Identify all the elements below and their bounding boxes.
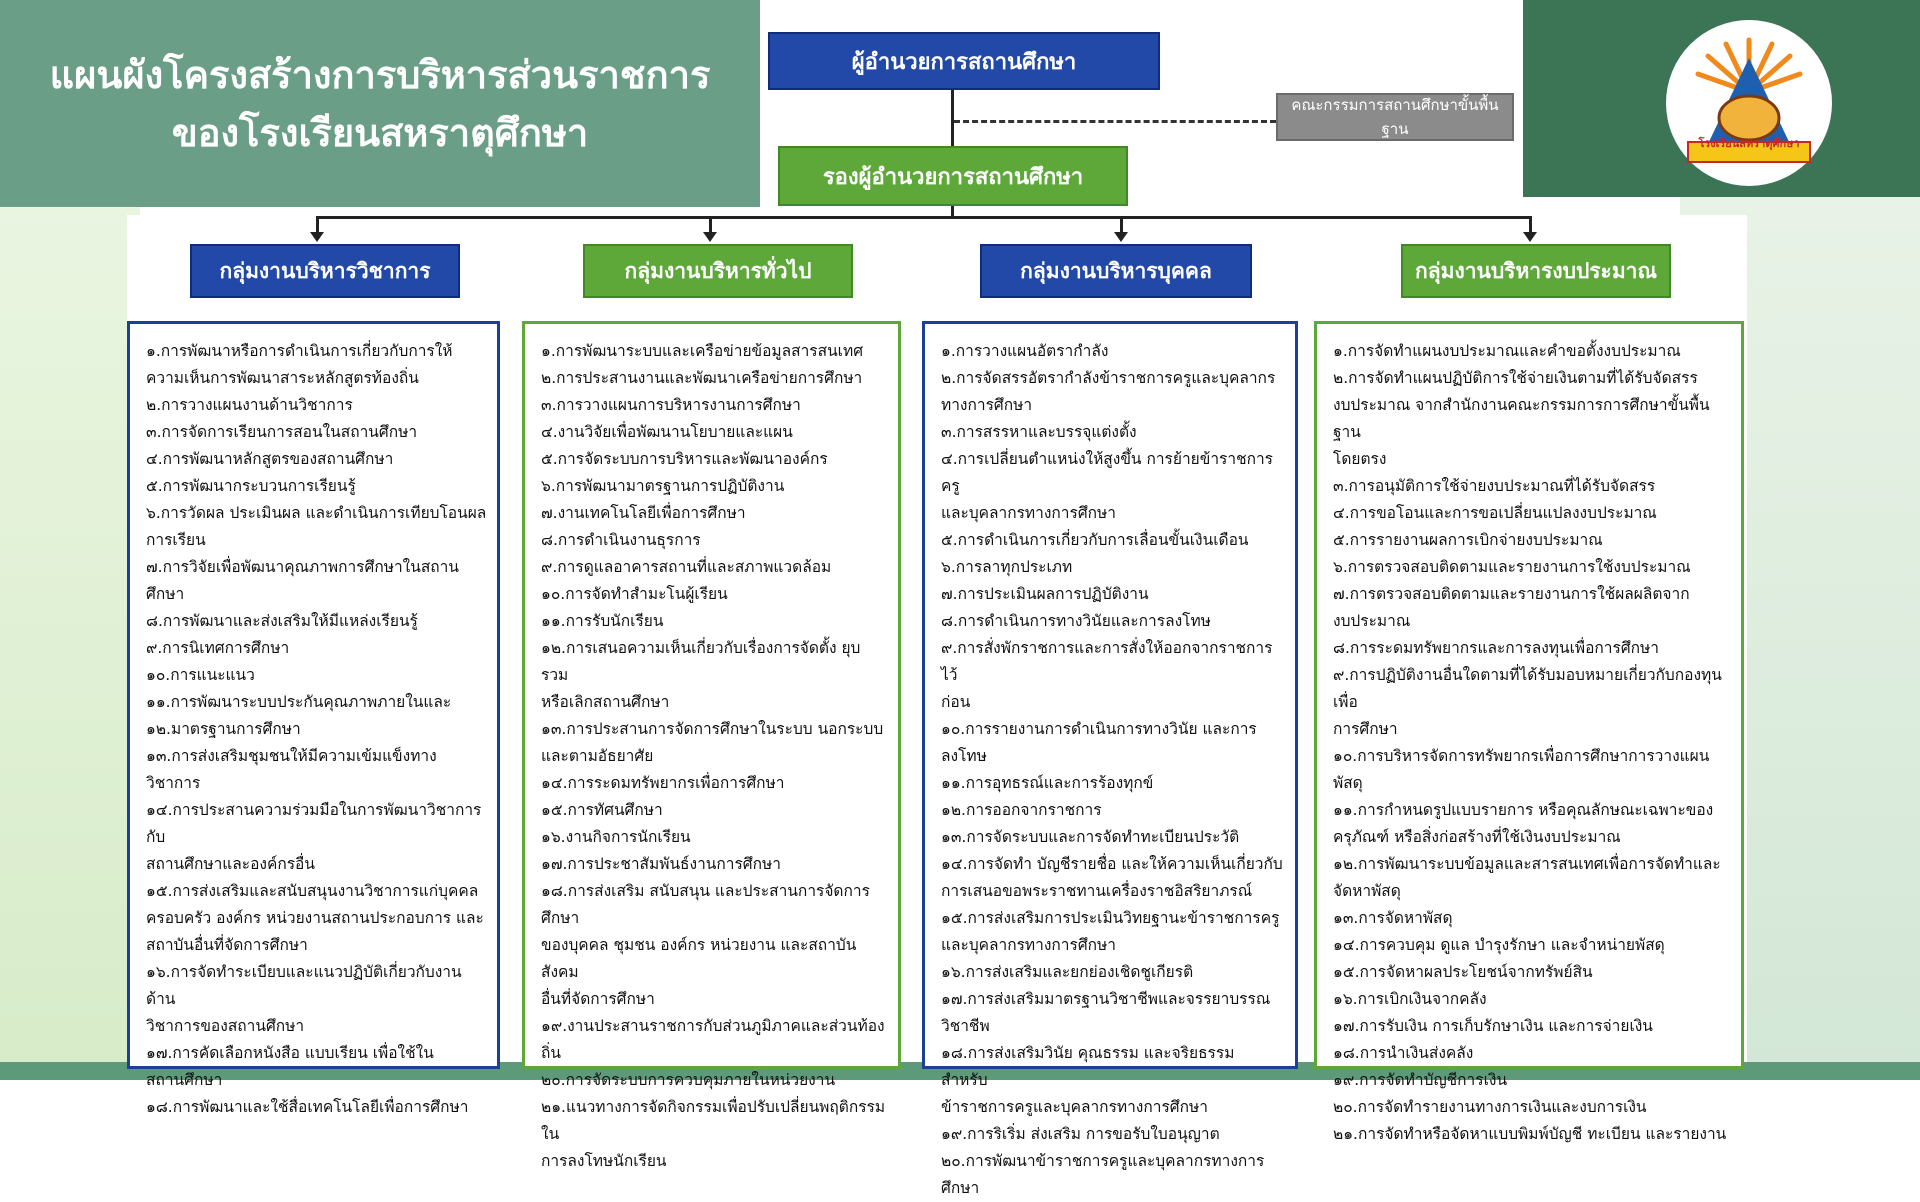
- list-item: งบประมาณ: [1333, 612, 1411, 630]
- list-item: ๑๕.การส่งเสริมการประเมินวิทยฐานะข้าราชการครู: [941, 909, 1280, 927]
- list-item: ๒๐.การจัดทำรายงานทางการเงินและงบการเงิน: [1333, 1098, 1647, 1116]
- panel-budget: [1314, 321, 1744, 1143]
- title-line-1: แผนผังโครงสร้างการบริหารส่วนราชการ: [49, 52, 711, 97]
- title-line-2: ของโรงเรียนสหราตุศึกษา: [171, 110, 589, 155]
- task-list-general: [541, 338, 888, 1175]
- list-item: การศึกษา: [1333, 720, 1398, 738]
- list-item: ๑๔.การประสานความร่วมมือในการพัฒนาวิชาการกับ: [146, 801, 482, 846]
- arrow-down-icon: [1523, 232, 1537, 242]
- list-item: ๓.การสรรหาและบรรจุแต่งตั้ง: [941, 423, 1137, 441]
- list-item: ๑๙.งานประสานราชการกับส่วนภูมิภาคและส่วนท้องถิ่น: [541, 1017, 885, 1062]
- list-item: ๑๒.การเสนอความเห็นเกี่ยวกับเรื่องการจัดตั้ง ยุบ รวม: [541, 639, 861, 684]
- list-item: สถานศึกษาและองค์กรอื่น: [146, 855, 315, 873]
- list-item: ๑๓.การส่งเสริมชุมชนให้มีความเข้มแข็งทางวิชาการ: [146, 747, 437, 792]
- list-item: ๑๑.การพัฒนาระบบประกันคุณภาพภายในและ: [146, 693, 452, 711]
- list-item: ๘.การดำเนินการทางวินัยและการลงโทษ: [941, 612, 1211, 630]
- list-item: ๑.การวางแผนอัตรากำลัง: [941, 342, 1109, 360]
- list-item: ๑๙.การริเริ่ม ส่งเสริม การขอรับใบอนุญาต: [941, 1125, 1220, 1143]
- list-item: ๒๐.การจัดระบบการควบคุมภายในหน่วยงาน: [541, 1071, 836, 1089]
- list-item: ๑.การพัฒนาหรือการดำเนินการเกี่ยวกับการให้: [146, 342, 453, 360]
- list-item: ๓.การอนุมัติการใช้จ่ายงบประมาณที่ได้รับจัดสรร: [1333, 477, 1656, 495]
- list-item: ๗.การประเมินผลการปฏิบัติงาน: [941, 585, 1149, 603]
- list-item: ๗.การวิจัยเพื่อพัฒนาคุณภาพการศึกษาในสถานศึกษา: [146, 558, 459, 603]
- list-item: หรือเลิกสถานศึกษา: [541, 693, 670, 711]
- list-item: ๒.การจัดทำแผนปฏิบัติการใช้จ่ายเงินตามที่ได้รับจัดสรร: [1333, 369, 1698, 387]
- list-item: ๑๔.การระดมทรัพยากรเพื่อการศึกษา: [541, 774, 785, 792]
- connector-horizontal: [316, 216, 1532, 219]
- panel-general: [522, 321, 901, 1170]
- list-item: ๑๐.การจัดทำสำมะโนผู้เรียน: [541, 585, 728, 603]
- panel-academic: [127, 321, 500, 1116]
- list-item: ครุภัณฑ์ หรือสิ่งก่อสร้างที่ใช้เงินงบประมาณ: [1333, 828, 1621, 846]
- list-item: ๒๑.แนวทางการจัดกิจกรรมเพื่อปรับเปลี่ยนพฤติกรรมใน: [541, 1098, 886, 1143]
- list-item: ๔.งานวิจัยเพื่อพัฒนานโยบายและแผน: [541, 423, 793, 441]
- list-item: ๕.การจัดระบบการบริหารและพัฒนาองค์กร: [541, 450, 828, 468]
- panel-personnel: [922, 321, 1298, 1197]
- list-item: ๑๗.การส่งเสริมมาตรฐานวิชาชีพและจรรยาบรรณ: [941, 990, 1271, 1008]
- list-item: ๑๕.การจัดหาผลประโยชน์จากทรัพย์สิน: [1333, 963, 1593, 981]
- list-item: ๒.การวางแผนงานด้านวิชาการ: [146, 396, 353, 414]
- list-item: ๑๘.การนำเงินส่งคลัง: [1333, 1044, 1474, 1062]
- list-item: ๘.การระดมทรัพยากรและการลงทุนเพื่อการศึกษา: [1333, 639, 1659, 657]
- list-item: ของบุคคล ชุมชน องค์กร หน่วยงาน และสถาบันสังคม: [541, 936, 857, 981]
- list-item: ๑๖.การส่งเสริมและยกย่องเชิดชูเกียรติ: [941, 963, 1194, 981]
- arrow-down-icon: [310, 232, 324, 242]
- task-list-personnel: [941, 338, 1285, 1202]
- list-item: ๘.การดำเนินงานธุรการ: [541, 531, 701, 549]
- list-item: ๑.การพัฒนาระบบและเครือข่ายข้อมูลสารสนเทศ: [541, 342, 864, 360]
- list-item: ๖.การลาทุกประเภท: [941, 558, 1073, 576]
- list-item: ๗.การตรวจสอบติดตามและรายงานการใช้ผลผลิตจาก: [1333, 585, 1690, 603]
- list-item: ๖.การวัดผล ประเมินผล และดำเนินการเทียบโอนผล: [146, 504, 487, 522]
- list-item: การลงโทษนักเรียน: [541, 1152, 667, 1170]
- list-item: สถานศึกษา: [146, 1071, 223, 1089]
- list-item: ๙.การนิเทศการศึกษา: [146, 639, 290, 657]
- list-item: ข้าราชการครูและบุคลากรทางการศึกษา: [941, 1098, 1208, 1116]
- arrow-down-icon: [1114, 232, 1128, 242]
- school-emblem-icon: [1666, 20, 1832, 186]
- list-item: ๑๘.การพัฒนาและใช้สื่อเทคโนโลยีเพื่อการศึกษา: [146, 1098, 469, 1116]
- list-item: ๑๗.การประชาสัมพันธ์งานการศึกษา: [541, 855, 781, 873]
- list-item: ๑.การจัดทำแผนงบประมาณและคำขอตั้งงบประมาณ: [1333, 342, 1681, 360]
- task-list-academic: [146, 338, 487, 1121]
- list-item: ๑๐.การบริหารจัดการทรัพยากรเพื่อการศึกษาการวางแผนพัสดุ: [1333, 747, 1710, 792]
- list-item: ๑๔.การจัดทำ บัญชีรายชื่อ และให้ความเห็นเกี่ยวกับ: [941, 855, 1283, 873]
- list-item: อื่นที่จัดการศึกษา: [541, 990, 655, 1008]
- list-item: ครอบครัว องค์กร หน่วยงานสถานประกอบการ และ: [146, 909, 484, 927]
- list-item: ๙.การสั่งพักราชการและการสั่งให้ออกจากราชการไว้: [941, 639, 1273, 684]
- list-item: ๑๒.การพัฒนาระบบข้อมูลและสารสนเทศเพื่อการจัดทำและ: [1333, 855, 1721, 873]
- list-item: ๑๓.การจัดหาพัสดุ: [1333, 909, 1453, 927]
- list-item: สถาบันอื่นที่จัดการศึกษา: [146, 936, 308, 954]
- list-item: โดยตรง: [1333, 450, 1387, 468]
- list-item: ๑๑.การกำหนดรูปแบบรายการ หรือคุณลักษณะเฉพาะของ: [1333, 801, 1714, 819]
- list-item: ๑๓.การจัดระบบและการจัดทำทะเบียนประวัติ: [941, 828, 1240, 846]
- list-item: วิชาการของสถานศึกษา: [146, 1017, 305, 1035]
- list-item: ๑๔.การควบคุม ดูแล บำรุงรักษา และจำหน่ายพัสดุ: [1333, 936, 1665, 954]
- list-item: ๑๖.งานกิจการนักเรียน: [541, 828, 691, 846]
- list-item: ๑๖.การจัดทำระเบียบและแนวปฏิบัติเกี่ยวกับงานด้าน: [146, 963, 462, 1008]
- list-item: ๑๘.การส่งเสริมวินัย คุณธรรม และจริยธรรม สำหรับ: [941, 1044, 1235, 1089]
- list-item: ๑๖.การเบิกเงินจากคลัง: [1333, 990, 1487, 1008]
- list-item: ๑๑.การอุทธรณ์และการร้องทุกข์: [941, 774, 1154, 792]
- arrow-down-icon: [703, 232, 717, 242]
- list-item: ๒.การประสานงานและพัฒนาเครือข่ายการศึกษา: [541, 369, 863, 387]
- list-item: ๑๑.การรับนักเรียน: [541, 612, 664, 630]
- list-item: ทางการศึกษา: [941, 396, 1033, 414]
- list-item: ๒.การจัดสรรอัตรากำลังข้าราชการครูและบุคลากร: [941, 369, 1276, 387]
- list-item: ๒๐.การพัฒนาข้าราชการครูและบุคลากรทางการศึกษา: [941, 1152, 1265, 1197]
- list-item: วิชาชีพ: [941, 1017, 990, 1035]
- list-item: ๙.การดูแลอาคารสถานที่และสภาพแวดล้อม: [541, 558, 832, 576]
- list-item: ๑๐.การแนะแนว: [146, 666, 255, 684]
- group-header-general: กลุ่มงานบริหารทั่วไป: [583, 244, 853, 298]
- list-item: งบประมาณ จากสำนักงานคณะกรรมการการศึกษาขั้นพื้นฐาน: [1333, 396, 1710, 441]
- connector-committee: [954, 120, 1276, 123]
- list-item: ๑๕.การส่งเสริมและสนับสนุนงานวิชาการแก่บุคคล: [146, 882, 479, 900]
- list-item: ๔.การพัฒนาหลักสูตรของสถานศึกษา: [146, 450, 394, 468]
- list-item: ๓.การวางแผนการบริหารงานการศึกษา: [541, 396, 801, 414]
- list-item: ๑๗.การคัดเลือกหนังสือ แบบเรียน เพื่อใช้ใน: [146, 1044, 434, 1062]
- list-item: ๓.การจัดการเรียนการสอนในสถานศึกษา: [146, 423, 418, 441]
- list-item: และบุคลากรทางการศึกษา: [941, 936, 1116, 954]
- list-item: ๑๒.มาตรฐานการศึกษา: [146, 720, 301, 738]
- list-item: การเสนอขอพระราชทานเครื่องราชอิสริยาภรณ์: [941, 882, 1253, 900]
- list-item: ๑๘.การส่งเสริม สนับสนุน และประสานการจัดการศึกษา: [541, 882, 870, 927]
- list-item: ๑๙.การจัดทำบัญชีการเงิน: [1333, 1071, 1508, 1089]
- connector-director-deputy: [951, 90, 954, 146]
- list-item: ๑๓.การประสานการจัดการศึกษาในระบบ นอกระบบ: [541, 720, 884, 738]
- list-item: ก่อน: [941, 693, 971, 711]
- list-item: ๑๕.การทัศนศึกษา: [541, 801, 663, 819]
- committee-box: คณะกรรมการสถานศึกษาขั้นพื้นฐาน: [1276, 93, 1514, 141]
- list-item: จัดหาพัสดุ: [1333, 882, 1401, 900]
- list-item: ๑๒.การออกจากราชการ: [941, 801, 1102, 819]
- task-list-budget: [1333, 338, 1731, 1148]
- list-item: ๖.การพัฒนามาตรฐานการปฏิบัติงาน: [541, 477, 785, 495]
- list-item: ๒๑.การจัดทำหรือจัดหาแบบพิมพ์บัญชี ทะเบียน และรายงาน: [1333, 1125, 1727, 1143]
- school-logo: [1666, 20, 1832, 186]
- list-item: ๕.การพัฒนากระบวนการเรียนรู้: [146, 477, 356, 495]
- list-item: ๑๐.การรายงานการดำเนินการทางวินัย และการลงโทษ: [941, 720, 1257, 765]
- group-header-budget: กลุ่มงานบริหารงบประมาณ: [1401, 244, 1671, 298]
- logo-text: โรงเรียนสหราตุศึกษา: [1698, 137, 1800, 150]
- list-item: ๑๗.การรับเงิน การเก็บรักษาเงิน และการจ่ายเงิน: [1333, 1017, 1653, 1035]
- list-item: ๕.การรายงานผลการเบิกจ่ายงบประมาณ: [1333, 531, 1603, 549]
- list-item: ๗.งานเทคโนโลยีเพื่อการศึกษา: [541, 504, 746, 522]
- list-item: ๔.การขอโอนและการขอเปลี่ยนแปลงงบประมาณ: [1333, 504, 1657, 522]
- list-item: และบุคลากรทางการศึกษา: [941, 504, 1116, 522]
- group-header-academic: กลุ่มงานบริหารวิชาการ: [190, 244, 460, 298]
- director-box: ผู้อำนวยการสถานศึกษา: [768, 32, 1160, 90]
- list-item: และตามอัธยาศัย: [541, 747, 654, 765]
- list-item: ๕.การดำเนินการเกี่ยวกับการเลื่อนขั้นเงินเดือน: [941, 531, 1249, 549]
- list-item: ความเห็นการพัฒนาสาระหลักสูตรท้องถิ่น: [146, 369, 419, 387]
- deputy-box: รองผู้อำนวยการสถานศึกษา: [778, 146, 1128, 206]
- group-header-personnel: กลุ่มงานบริหารบุคคล: [980, 244, 1252, 298]
- list-item: ๙.การปฏิบัติงานอื่นใดตามที่ได้รับมอบหมายเกี่ยวกับกองทุนเพื่อ: [1333, 666, 1722, 711]
- list-item: การเรียน: [146, 531, 206, 549]
- list-item: ๘.การพัฒนาและส่งเสริมให้มีแหล่งเรียนรู้: [146, 612, 418, 630]
- list-item: ๖.การตรวจสอบติดตามและรายงานการใช้งบประมาณ: [1333, 558, 1691, 576]
- title-banner: [0, 0, 760, 207]
- list-item: ๔.การเปลี่ยนตำแหน่งให้สูงขึ้น การย้ายข้าราชการครู: [941, 450, 1274, 495]
